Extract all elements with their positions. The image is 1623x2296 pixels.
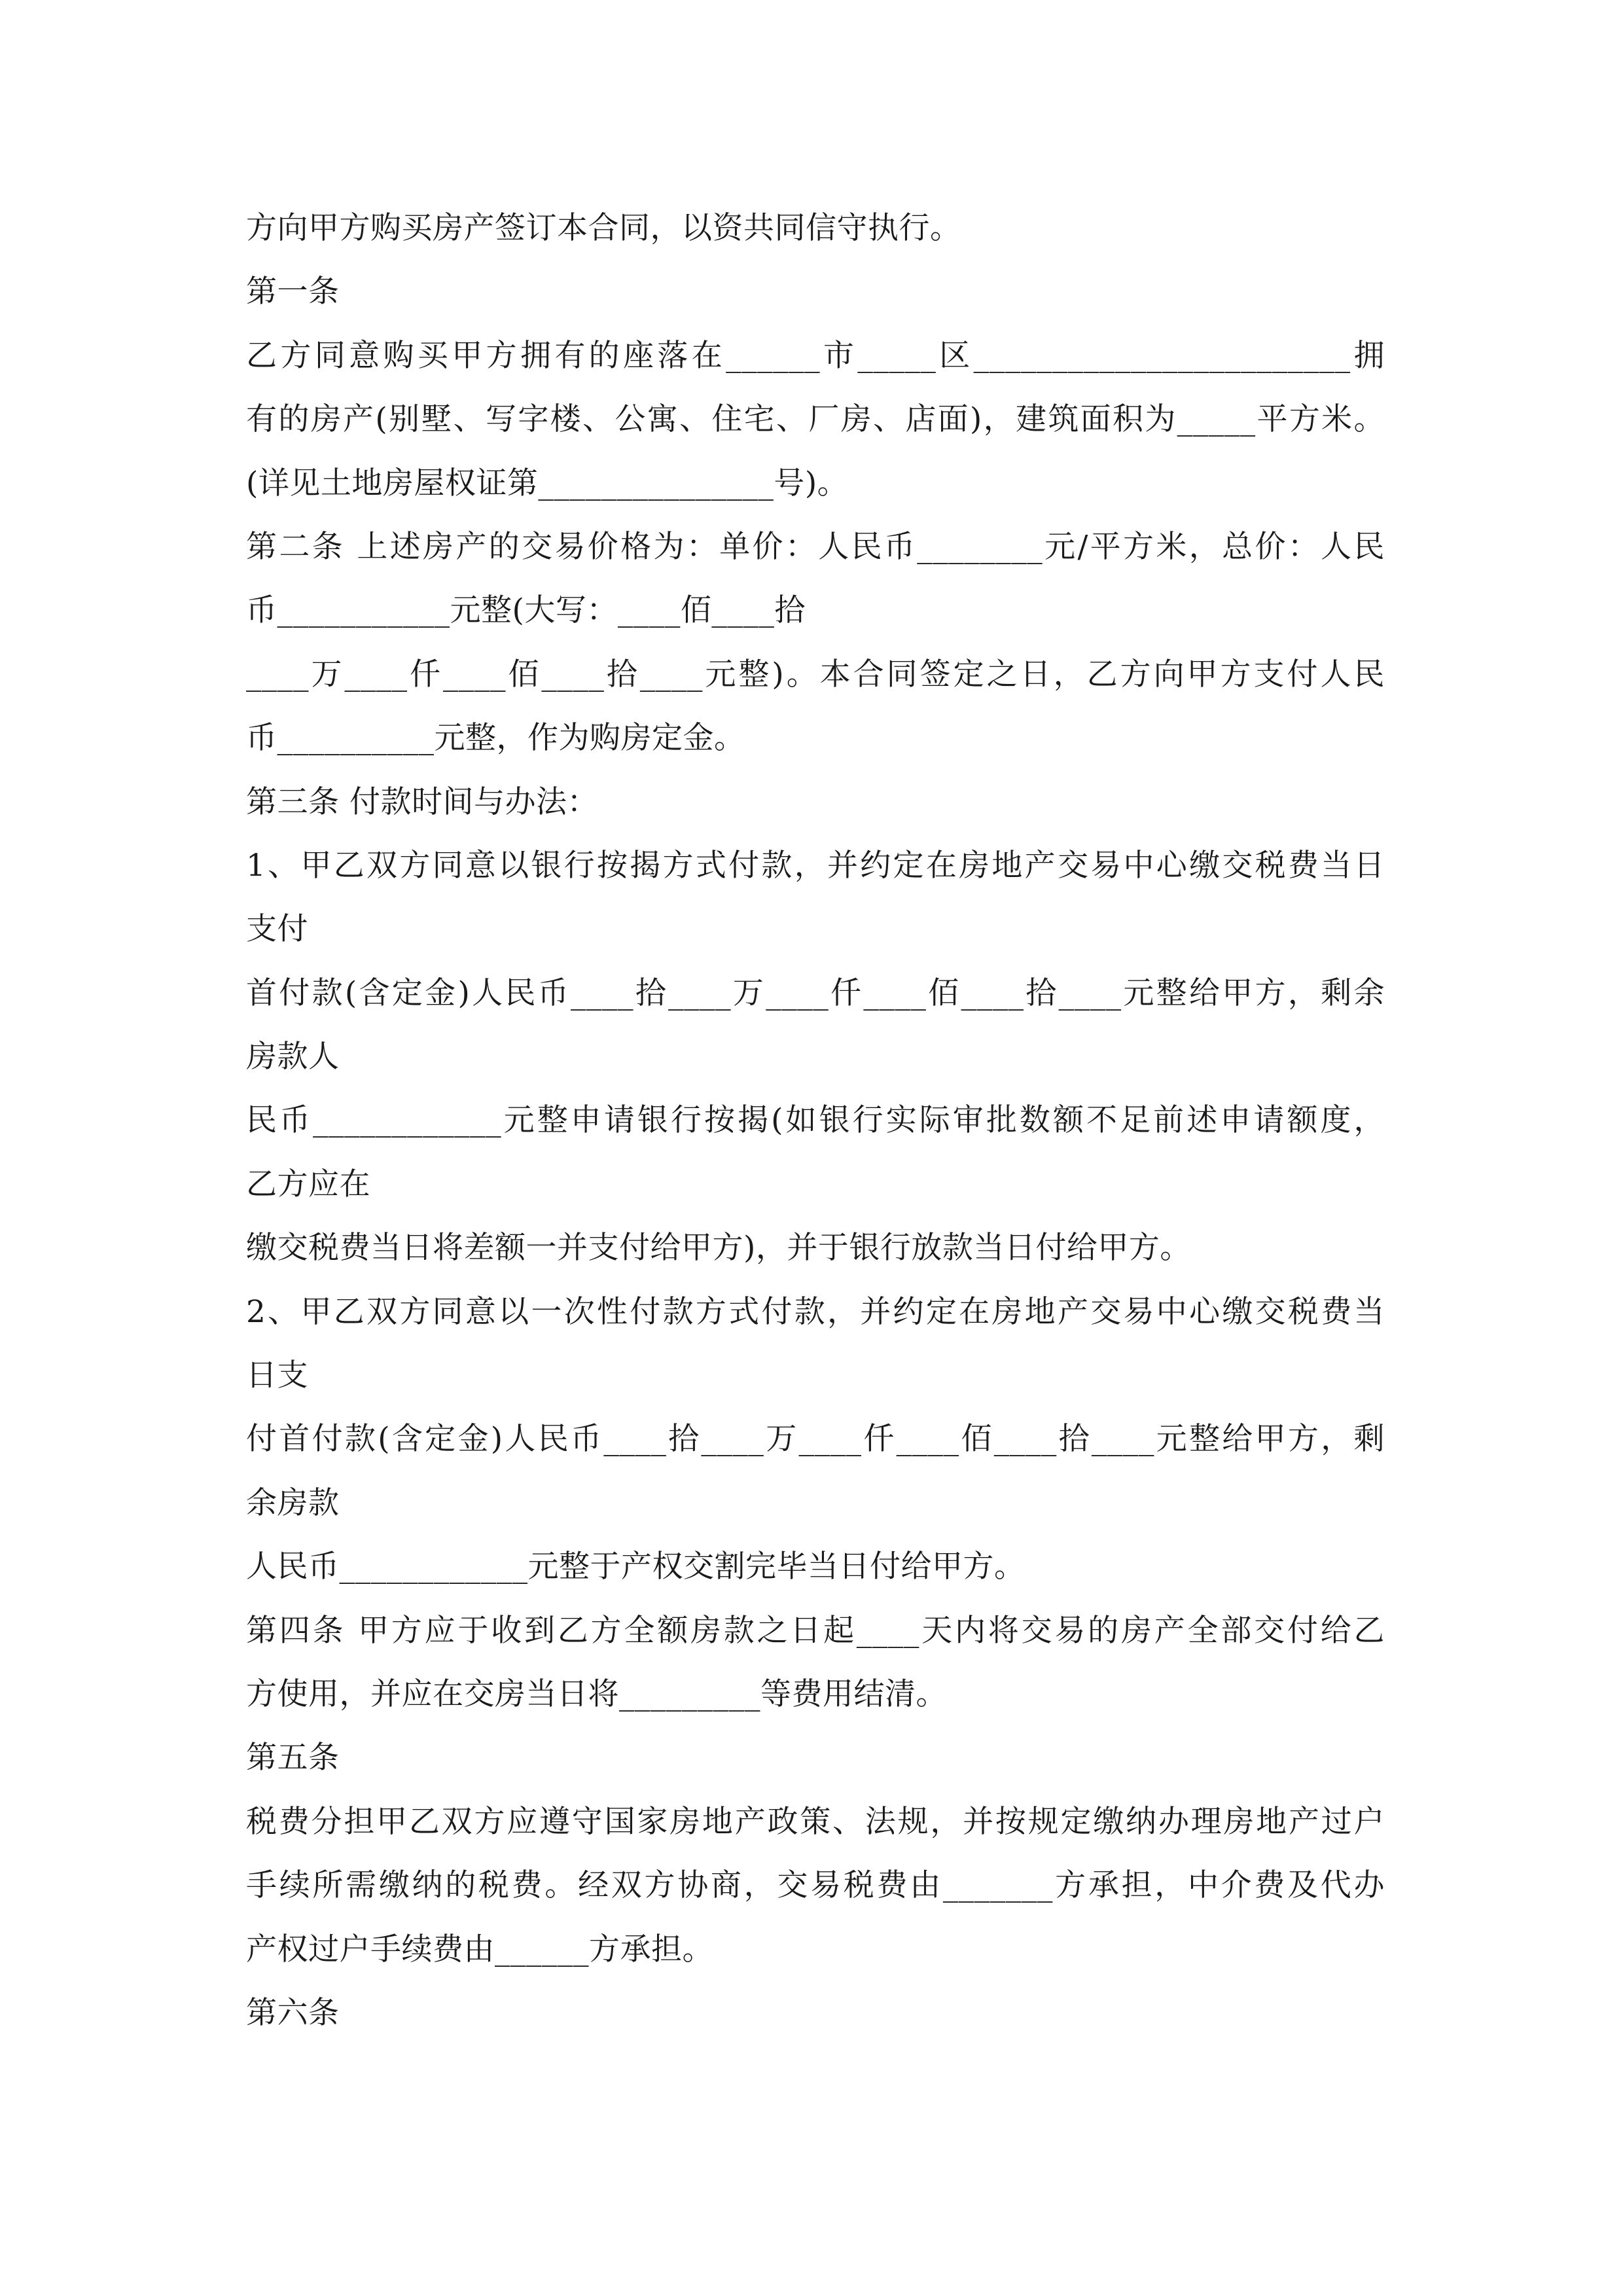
article-heading: 第六条 xyxy=(246,1994,340,2031)
text-line: 乙方应在 xyxy=(246,1166,370,1202)
text-line: 乙方同意购买甲方拥有的座落在______市_____区________________________拥 xyxy=(246,337,1385,374)
text-line: ____万____仟____佰____拾____元整)。本合同签定之日，乙方向甲方支付人民 xyxy=(246,656,1385,692)
text-line: 手续所需缴纳的税费。经双方协商，交易税费由_______方承担，中介费及代办 xyxy=(246,1867,1385,1904)
text-line: 有的房产(别墅、写字楼、公寓、住宅、厂房、店面)，建筑面积为_____平方米。 xyxy=(246,401,1385,438)
text-line: 首付款(含定金)人民币____拾____万____仟____佰____拾____元整给甲方，剩余 xyxy=(246,975,1385,1011)
text-line: 币___________元整(大写：____佰____拾 xyxy=(246,592,806,629)
text-line: 支付 xyxy=(246,911,308,948)
text-line: 第二条 上述房产的交易价格为：单价：人民币________元/平方米，总价：人民 xyxy=(246,528,1385,565)
contract-body xyxy=(246,196,1385,2045)
article-heading: 第五条 xyxy=(246,1740,340,1776)
text-line: 日支 xyxy=(246,1357,308,1394)
text-line: 余房款 xyxy=(246,1484,340,1521)
text-line: 方向甲方购买房产签订本合同，以资共同信守执行。 xyxy=(246,210,961,246)
text-line: 民币____________元整申请银行按揭(如银行实际审批数额不足前述申请额度， xyxy=(246,1102,1385,1139)
text-line: 2、甲乙双方同意以一次性付款方式付款，并约定在房地产交易中心缴交税费当 xyxy=(246,1293,1385,1330)
text-line: 房款人 xyxy=(246,1039,340,1075)
text-line: 币__________元整，作为购房定金。 xyxy=(246,720,745,757)
text-line: 付首付款(含定金)人民币____拾____万____仟____佰____拾____元整给甲方，剩 xyxy=(246,1421,1385,1458)
text-line: 第四条 甲方应于收到乙方全额房款之日起____天内将交易的房产全部交付给乙 xyxy=(246,1612,1385,1649)
text-line: (详见土地房屋权证第_______________号)。 xyxy=(246,465,849,501)
text-line: 产权过户手续费由______方承担。 xyxy=(246,1931,713,1967)
text-line: 人民币____________元整于产权交割完毕当日付给甲方。 xyxy=(246,1549,1026,1585)
article-heading: 第三条 付款时间与办法： xyxy=(246,783,598,820)
text-line: 1、甲乙双方同意以银行按揭方式付款，并约定在房地产交易中心缴交税费当日 xyxy=(246,847,1385,884)
article-heading: 第一条 xyxy=(246,274,340,310)
text-line: 方使用，并应在交房当日将_________等费用结清。 xyxy=(246,1676,947,1712)
text-line: 缴交税费当日将差额一并支付给甲方)，并于银行放款当日付给甲方。 xyxy=(246,1230,1191,1266)
text-line: 税费分担甲乙双方应遵守国家房地产政策、法规，并按规定缴纳办理房地产过户 xyxy=(246,1803,1385,1840)
